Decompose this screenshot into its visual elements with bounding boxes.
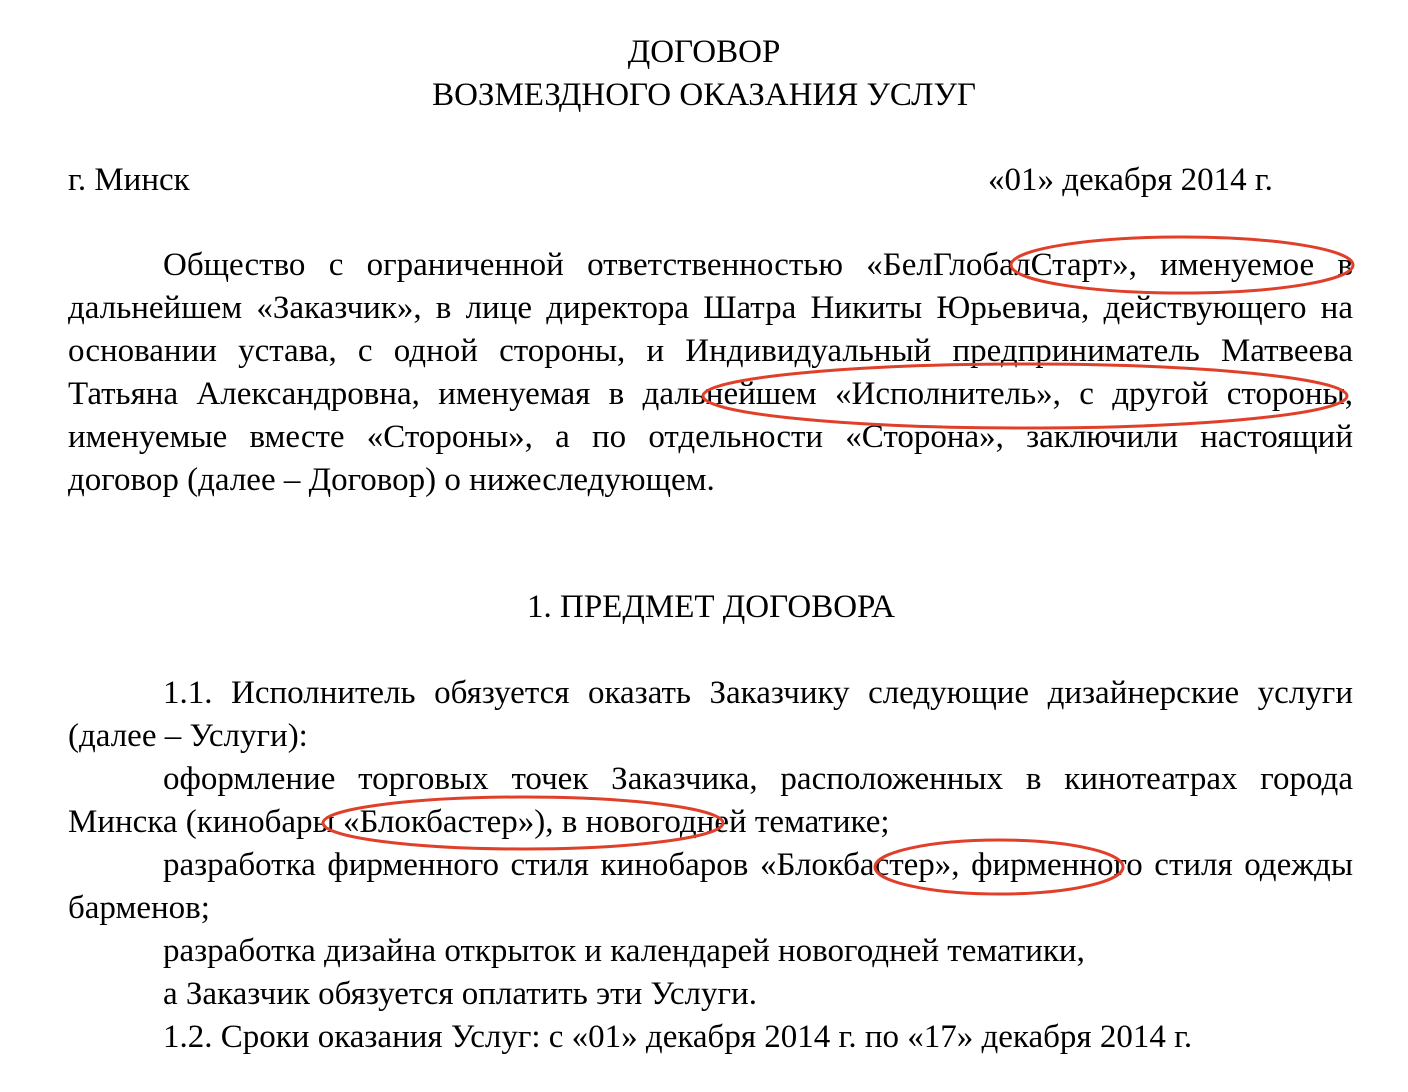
contract-place: г. Минск: [68, 162, 190, 198]
section-heading: 1. ПРЕДМЕТ ДОГОВОРА: [527, 589, 895, 625]
service-item-2: разработка фирменного стиля кинобаров «Блокбастер», фирменного стиля одежды барменов;: [68, 847, 1353, 926]
service-item-4: а Заказчик обязуется оплатить эти Услуги.: [163, 976, 757, 1012]
service-item-3: разработка дизайна открыток и календарей новогодней тематики,: [163, 933, 1085, 969]
clause-1-1: 1.1. Исполнитель обязуется оказать Заказчику следующие дизайнерские услуги (далее – Услуги):: [68, 675, 1353, 754]
service-item-1: оформление торговых точек Заказчика, расположенных в кинотеатрах города Минска (кинобары «Блокбастер»), в новогодней тематике;: [68, 761, 1353, 840]
document-subtitle: ВОЗМЕЗДНОГО ОКАЗАНИЯ УСЛУГ: [432, 77, 976, 113]
preamble-paragraph: Общество с ограниченной ответственностью «БелГлобалСтарт», именуемое в дальнейшем «Заказчик», в лице директора Шатра Никиты Юрьевича, действующего на основании устава, с одной стороны, и Индивидуальный предприниматель Матвеева Татьяна Александровна, именуемая в дальнейшем «Исполнитель», с другой стороны, именуемые вместе «Стороны», а по отдельности «Сторона», заключили настоящий договор (далее – Договор) о нижеследующем.: [68, 247, 1353, 498]
clause-1-2: 1.2. Сроки оказания Услуг: с «01» декабря 2014 г. по «17» декабря 2014 г.: [163, 1019, 1193, 1055]
document-title: ДОГОВОР: [627, 34, 781, 70]
contract-date: «01» декабря 2014 г.: [988, 162, 1273, 198]
